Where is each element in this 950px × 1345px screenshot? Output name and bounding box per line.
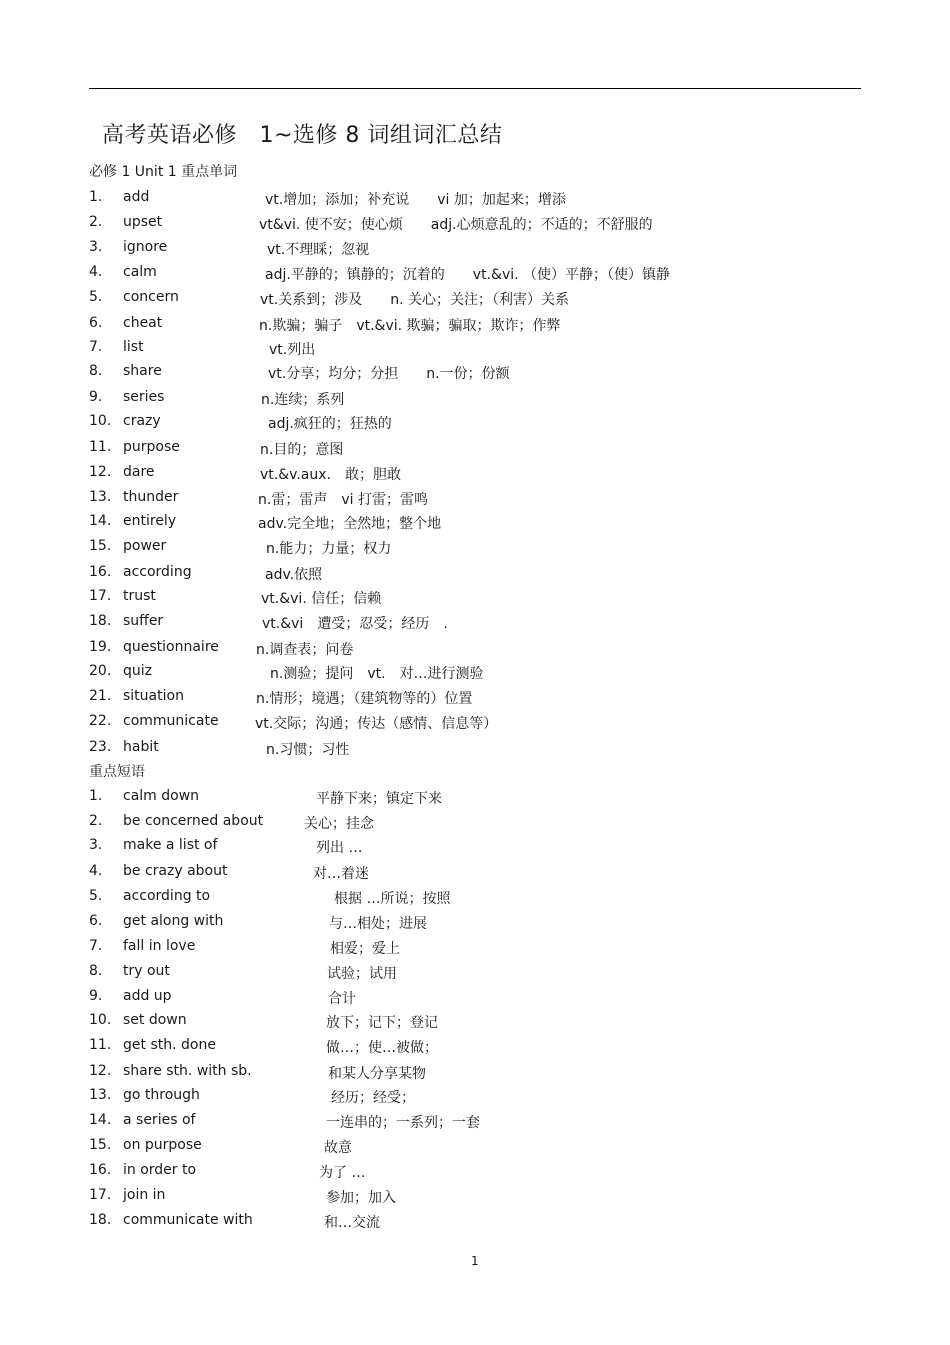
phrase-definition: 一连串的；一系列；一套 [326,1115,480,1131]
item-number: 13. [89,1087,112,1103]
item-number: 23. [89,739,112,755]
phrase-term: set down [123,1012,187,1028]
phrase-definition: 和…交流 [324,1215,380,1231]
word-definition: vt.分享；均分；分担 n.一份；份额 [268,366,510,382]
phrase-term: communicate with [123,1212,253,1228]
item-number: 11. [89,1037,112,1053]
item-number: 3. [89,837,103,853]
word-definition: vt.&vi 遭受；忍受；经历 . [262,616,448,632]
word-term: upset [123,214,163,230]
word-term: power [123,538,167,554]
section-heading-words: 必修 1 Unit 1 重点单词 [89,164,238,180]
word-definition: n.测验；提问 vt. 对…进行测验 [270,666,484,682]
word-definition: n.欺骗；骗子 vt.&vi. 欺骗；骗取；欺诈；作弊 [259,318,561,334]
item-number: 4. [89,264,103,280]
item-number: 20. [89,663,112,679]
phrase-definition: 关心；挂念 [304,816,374,832]
item-number: 18. [89,613,112,629]
item-number: 9. [89,988,103,1004]
header-rule [89,88,861,89]
word-definition: vt.不理睬；忽视 [267,242,370,258]
item-number: 12. [89,1063,112,1079]
item-number: 22. [89,713,112,729]
item-number: 14. [89,513,112,529]
word-term: questionnaire [123,639,219,655]
phrase-term: according to [123,888,211,904]
phrase-term: be crazy about [123,863,228,879]
item-number: 8. [89,963,103,979]
phrase-definition: 根据 …所说；按照 [334,891,451,907]
word-term: list [123,339,144,355]
word-definition: vt.列出 [269,342,316,358]
phrase-definition: 对…着迷 [313,866,369,882]
phrase-definition: 经历；经受； [331,1090,415,1106]
item-number: 9. [89,389,103,405]
item-number: 18. [89,1212,112,1228]
phrase-term: in order to [123,1162,197,1178]
item-number: 10. [89,413,112,429]
word-definition: vt&vi. 使不安；使心烦 adj.心烦意乱的；不适的；不舒服的 [259,217,653,233]
word-term: crazy [123,413,161,429]
item-number: 6. [89,913,103,929]
phrase-definition: 试验；试用 [327,966,397,982]
word-term: series [123,389,165,405]
item-number: 19. [89,639,112,655]
item-number: 16. [89,1162,112,1178]
item-number: 7. [89,339,103,355]
item-number: 15. [89,538,112,554]
phrase-definition: 和某人分享某物 [328,1066,426,1082]
word-term: purpose [123,439,180,455]
word-term: habit [123,739,159,755]
word-term: share [123,363,162,379]
word-term: concern [123,289,179,305]
item-number: 16. [89,564,112,580]
word-definition: n.情形；境遇；（建筑物等的）位置 [256,691,473,707]
section-heading-phrases: 重点短语 [89,764,145,780]
word-definition: vt.增加；添加；补充说 vi 加；加起来；增添 [265,192,566,208]
phrase-term: go through [123,1087,200,1103]
item-number: 8. [89,363,103,379]
phrase-definition: 合计 [328,991,356,1007]
phrase-term: a series of [123,1112,196,1128]
item-number: 11. [89,439,112,455]
phrase-term: on purpose [123,1137,202,1153]
phrase-term: join in [123,1187,166,1203]
word-term: trust [123,588,156,604]
item-number: 1. [89,788,103,804]
word-definition: adj.平静的；镇静的；沉着的 vt.&vi. （使）平静；（使）镇静 [265,267,671,283]
word-definition: n.雷；雷声 vi 打雷；雷鸣 [258,492,428,508]
item-number: 4. [89,863,103,879]
word-definition: adv.完全地；全然地；整个地 [258,516,442,532]
item-number: 15. [89,1137,112,1153]
word-term: cheat [123,315,163,331]
word-definition: vt.交际；沟通；传达（感情、信息等） [255,716,498,732]
phrase-term: calm down [123,788,200,804]
item-number: 21. [89,688,112,704]
phrase-term: fall in love [123,938,196,954]
phrase-definition: 故意 [324,1140,352,1156]
word-term: dare [123,464,155,480]
item-number: 2. [89,214,103,230]
word-definition: n.目的；意图 [260,442,344,458]
item-number: 13. [89,489,112,505]
word-term: thunder [123,489,179,505]
phrase-definition: 列出 … [316,840,363,856]
phrase-definition: 平静下来；镇定下来 [316,791,442,807]
item-number: 14. [89,1112,112,1128]
word-definition: n.连续；系列 [261,392,345,408]
item-number: 5. [89,289,103,305]
item-number: 17. [89,1187,112,1203]
word-definition: adv.依照 [265,567,323,583]
word-definition: vt.&v.aux. 敢；胆敢 [260,467,401,483]
word-term: entirely [123,513,177,529]
phrase-term: add up [123,988,172,1004]
word-definition: n.能力；力量；权力 [266,541,392,557]
page-number: 1 [471,1254,479,1268]
item-number: 2. [89,813,103,829]
phrase-term: get along with [123,913,224,929]
item-number: 12. [89,464,112,480]
phrase-definition: 相爱；爱上 [330,941,400,957]
phrase-term: share sth. with sb. [123,1063,252,1079]
word-definition: n.调查表；问卷 [256,642,354,658]
phrase-definition: 做…；使…被做； [326,1040,438,1056]
phrase-definition: 与…相处；进展 [329,916,427,932]
word-definition: adj.疯狂的；狂热的 [268,416,392,432]
item-number: 5. [89,888,103,904]
word-term: suffer [123,613,164,629]
item-number: 1. [89,189,103,205]
item-number: 10. [89,1012,112,1028]
item-number: 7. [89,938,103,954]
word-definition: n.习惯；习性 [266,742,350,758]
item-number: 6. [89,315,103,331]
phrase-definition: 为了 … [319,1165,366,1181]
phrase-term: get sth. done [123,1037,216,1053]
phrase-definition: 放下；记下；登记 [326,1015,438,1031]
phrase-term: try out [123,963,170,979]
phrase-term: be concerned about [123,813,264,829]
word-term: ignore [123,239,168,255]
word-term: calm [123,264,157,280]
word-definition: vt.&vi. 信任；信赖 [261,591,382,607]
phrase-term: make a list of [123,837,218,853]
phrase-definition: 参加；加入 [326,1190,396,1206]
page-title: 高考英语必修 1~选修 8 词组词汇总结 [102,123,503,148]
word-term: situation [123,688,184,704]
item-number: 3. [89,239,103,255]
word-term: add [123,189,150,205]
item-number: 17. [89,588,112,604]
word-term: communicate [123,713,219,729]
word-term: according [123,564,192,580]
word-definition: vt.关系到；涉及 n. 关心；关注；（利害）关系 [260,292,569,308]
word-term: quiz [123,663,152,679]
